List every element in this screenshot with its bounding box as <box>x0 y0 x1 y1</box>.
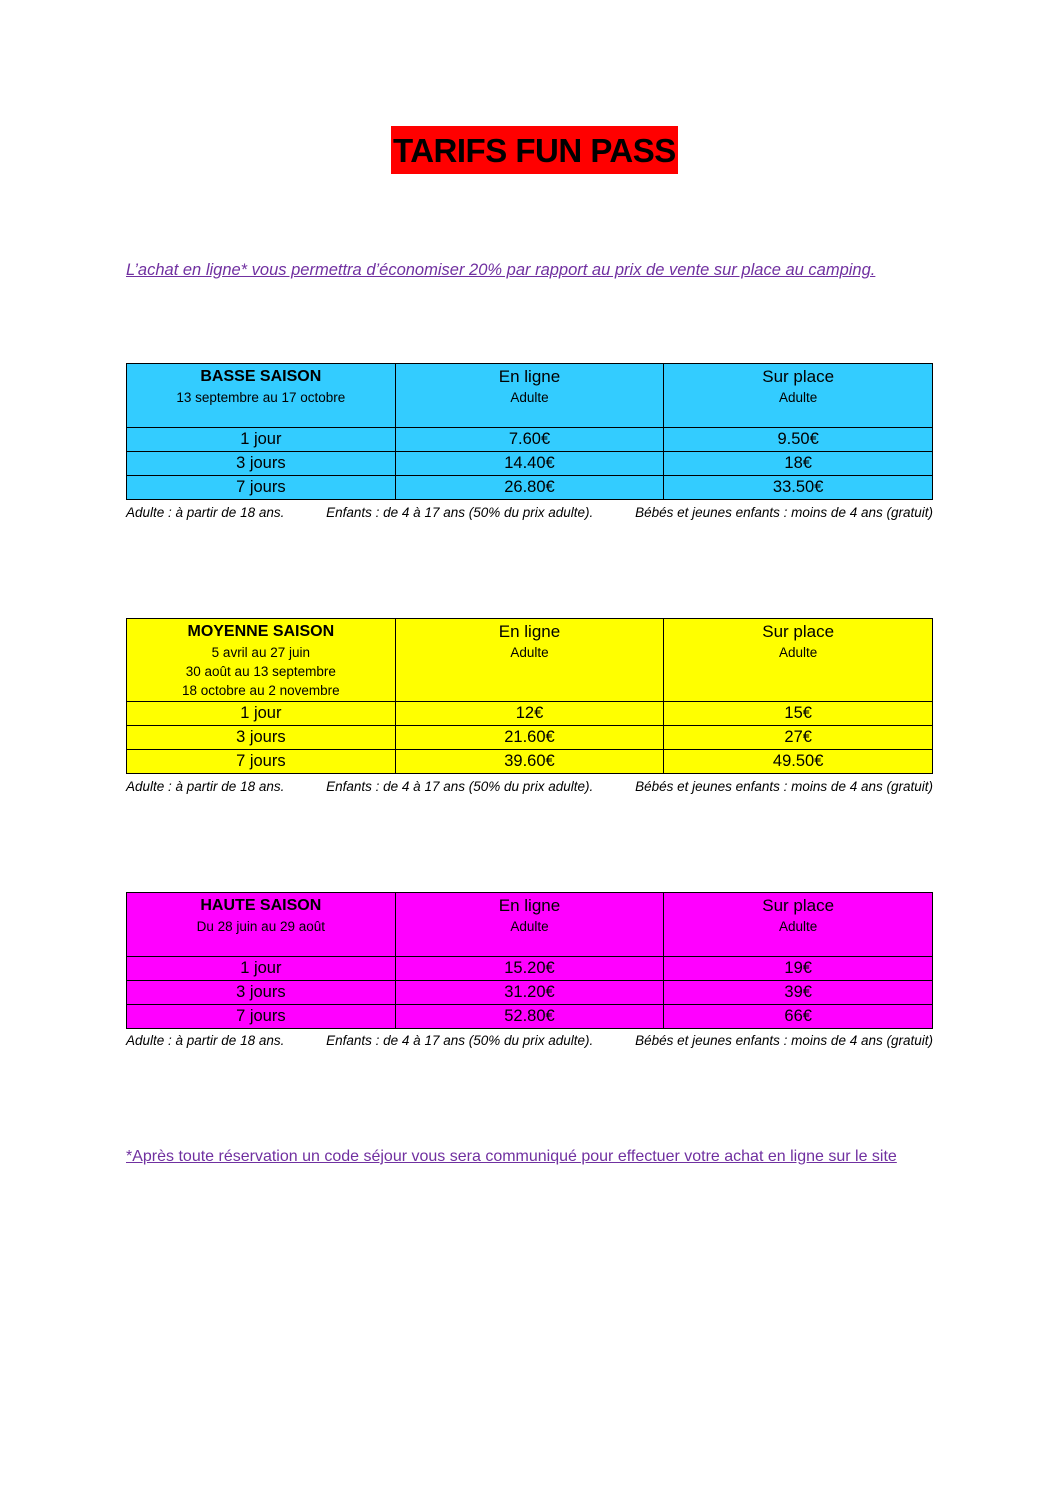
table-header-row <box>127 619 933 702</box>
online-header-cell <box>395 364 664 428</box>
adult-note: Adulte : à partir de 18 ans. <box>126 779 285 794</box>
season-dates: 13 septembre au 17 octobre <box>176 390 346 405</box>
season-name: MOYENNE SAISON <box>187 623 335 640</box>
onsite-audience-label: Adulte <box>779 390 818 405</box>
season-name: BASSE SAISON <box>200 368 322 385</box>
online-price-cell: 26.80€ <box>395 476 664 500</box>
season-dates: 5 avril au 27 juin <box>211 645 310 660</box>
table-row <box>127 452 933 476</box>
duration-cell: 3 jours <box>127 726 396 750</box>
table-row <box>127 750 933 774</box>
babies-note: Bébés et jeunes enfants : moins de 4 ans (gratuit) <box>635 779 933 794</box>
table-row <box>127 1005 933 1029</box>
season-header-cell <box>127 893 396 957</box>
online-header-cell <box>395 893 664 957</box>
onsite-audience-label: Adulte <box>779 919 818 934</box>
online-price-cell: 21.60€ <box>395 726 664 750</box>
table-row <box>127 428 933 452</box>
onsite-column-title: Sur place <box>762 622 835 641</box>
online-column-title: En ligne <box>498 367 561 386</box>
table-row <box>127 957 933 981</box>
onsite-price-cell: 39€ <box>664 981 933 1005</box>
onsite-price-cell: 27€ <box>664 726 933 750</box>
duration-cell: 1 jour <box>127 428 396 452</box>
onsite-price-cell: 9.50€ <box>664 428 933 452</box>
children-note: Enfants : de 4 à 17 ans (50% du prix adulte). <box>326 505 594 520</box>
online-price-cell: 7.60€ <box>395 428 664 452</box>
basse-saison-table <box>126 363 933 500</box>
onsite-price-cell: 66€ <box>664 1005 933 1029</box>
onsite-price-cell: 33.50€ <box>664 476 933 500</box>
page-title: TARIFS FUN PASS <box>391 126 678 174</box>
online-price-cell: 52.80€ <box>395 1005 664 1029</box>
onsite-column-title: Sur place <box>762 896 835 915</box>
season-header-cell <box>127 619 396 702</box>
table-row <box>127 476 933 500</box>
age-note <box>126 778 933 796</box>
table-header-row <box>127 364 933 428</box>
season-header-cell <box>127 364 396 428</box>
duration-cell: 7 jours <box>127 750 396 774</box>
onsite-column-title: Sur place <box>762 367 835 386</box>
online-price-cell: 14.40€ <box>395 452 664 476</box>
moyenne-saison-table <box>126 618 933 774</box>
table-row <box>127 981 933 1005</box>
onsite-price-cell: 49.50€ <box>664 750 933 774</box>
onsite-header-cell <box>664 893 933 957</box>
online-audience-label: Adulte <box>510 390 549 405</box>
table-row <box>127 702 933 726</box>
season-name: HAUTE SAISON <box>200 897 322 914</box>
age-note <box>126 1032 933 1050</box>
onsite-audience-label: Adulte <box>779 645 818 660</box>
onsite-price-cell: 15€ <box>664 702 933 726</box>
reservation-footnote-link[interactable]: *Après toute réservation un code séjour vous sera communiqué pour effectuer votre achat en ligne sur le site <box>126 1148 897 1165</box>
babies-note: Bébés et jeunes enfants : moins de 4 ans (gratuit) <box>635 505 933 520</box>
haute-saison-table <box>126 892 933 1029</box>
table-row <box>127 726 933 750</box>
children-note: Enfants : de 4 à 17 ans (50% du prix adulte). <box>326 1033 594 1048</box>
duration-cell: 3 jours <box>127 452 396 476</box>
onsite-header-cell <box>664 619 933 702</box>
season-dates: 18 octobre au 2 novembre <box>182 683 340 698</box>
online-price-cell: 39.60€ <box>395 750 664 774</box>
onsite-header-cell <box>664 364 933 428</box>
online-price-cell: 31.20€ <box>395 981 664 1005</box>
season-dates: Du 28 juin au 29 août <box>196 919 325 934</box>
children-note: Enfants : de 4 à 17 ans (50% du prix adulte). <box>326 779 594 794</box>
season-dates: 30 août au 13 septembre <box>185 664 336 679</box>
duration-cell: 3 jours <box>127 981 396 1005</box>
duration-cell: 1 jour <box>127 957 396 981</box>
duration-cell: 1 jour <box>127 702 396 726</box>
online-audience-label: Adulte <box>510 645 549 660</box>
age-note <box>126 504 933 522</box>
onsite-price-cell: 18€ <box>664 452 933 476</box>
online-column-title: En ligne <box>498 896 561 915</box>
online-column-title: En ligne <box>498 622 561 641</box>
adult-note: Adulte : à partir de 18 ans. <box>126 505 285 520</box>
adult-note: Adulte : à partir de 18 ans. <box>126 1033 285 1048</box>
online-audience-label: Adulte <box>510 919 549 934</box>
babies-note: Bébés et jeunes enfants : moins de 4 ans (gratuit) <box>635 1033 933 1048</box>
online-discount-link[interactable]: L’achat en ligne* vous permettra d’économiser 20% par rapport au prix de vente sur place au camping. <box>126 261 876 279</box>
duration-cell: 7 jours <box>127 1005 396 1029</box>
onsite-price-cell: 19€ <box>664 957 933 981</box>
online-price-cell: 12€ <box>395 702 664 726</box>
duration-cell: 7 jours <box>127 476 396 500</box>
table-header-row <box>127 893 933 957</box>
online-header-cell <box>395 619 664 702</box>
online-price-cell: 15.20€ <box>395 957 664 981</box>
